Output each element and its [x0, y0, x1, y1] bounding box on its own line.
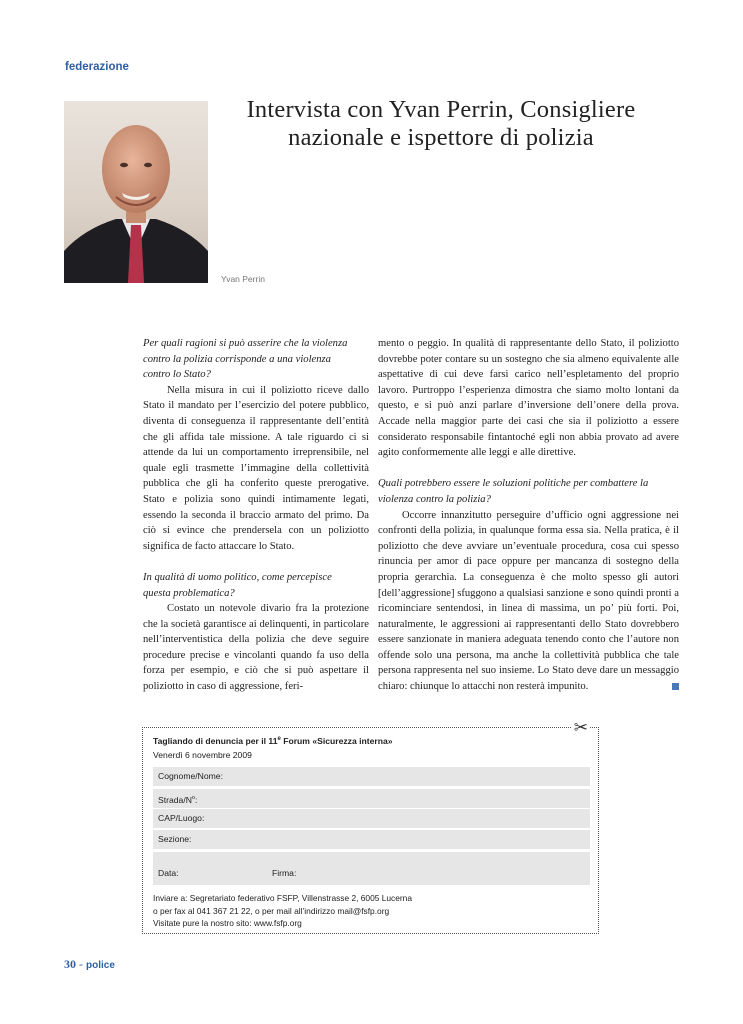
page-footer	[64, 957, 115, 972]
question-line: contro la polizia corrisponde a una violenza	[143, 353, 331, 365]
article-title	[216, 96, 666, 152]
date-field-label: Data:	[158, 868, 179, 878]
answer-3	[378, 508, 679, 695]
answer-1: Nella misura in cui il poliziotto riceve dallo Stato il mandato per l’esercizio del potere pubblico, diventa di conseguenza il rappresentante dell’entità che gli affida tale missione. A tale riguardo ci si attende da lui un comportamento irreprensibile, nel quale egli trasmette l’immagine della collettività pubblica che gli ha conferito queste prerogative. Stato e polizia sono quindi intimamente legati, essendo la seconda il braccio armato del primo. Da ciò si evince che prendersela con un poliziotto significa de facto attaccare lo Stato.	[143, 384, 369, 552]
photo-caption: Yvan Perrin	[221, 274, 265, 284]
name-field[interactable]	[153, 767, 590, 786]
question-1	[143, 336, 369, 383]
city-field[interactable]	[153, 809, 590, 828]
signature-field-label: Firma:	[272, 868, 297, 878]
question-line: contro lo Stato?	[143, 369, 211, 381]
coupon-title: Tagliando di denuncia per il 11e Forum «Sicurezza interna»	[153, 736, 393, 746]
title-line-1: Intervista con Yvan Perrin, Consigliere	[246, 96, 636, 123]
instruction-line: Inviare a: Segretariato federativo FSFP, Villenstrasse 2, 6005 Lucerna	[153, 893, 412, 903]
answer-3-text: Occorre innanzitutto perseguire d’ufficio ogni aggressione nei confronti della polizia, in qualunque forma essa sia. Nella pratica, è il poliziotto che deve avviare un’eventuale procedura, cosa cui spesso rinuncia per amor di pace oppure per mancanza di sostegno della propria gerarchia. La conseguenza è che molto spesso gli autori [dell’aggressione] sfuggono a qualsiasi sanzione e sono quindi pronti a ricominciare sentendosi, in linea di massima, un po’ più forti. Poi, naturalmente, le aggressioni ai rappresentanti dello Stato dovrebbero essere sanzionate in maniera adeguata tenendo conto che l’autore non offende solo una persona, ma anche la collettività pubblica che tale persona rappresenta nel suo insieme. Lo Stato deve dare un messaggio chiaro: chiunque lo attacchi non resterà impunito.	[378, 509, 679, 693]
scissors-icon: ✂	[573, 718, 588, 737]
coupon-date: Venerdì 6 novembre 2009	[153, 750, 252, 760]
article-column-left	[143, 336, 369, 695]
question-line: violenza contro la polizia?	[378, 493, 491, 505]
instruction-line: o per fax al 041 367 21 22, o per mail all’indirizzo mail@fsfp.org	[153, 905, 390, 916]
question-3	[378, 476, 679, 507]
section-field[interactable]	[153, 830, 590, 849]
name-field-label: Cognome/Nome:	[158, 771, 223, 781]
section-label: federazione	[65, 61, 129, 73]
city-field-label: CAP/Luogo:	[158, 813, 205, 823]
instruction-line: Visitate pure la nostro sito: www.fsfp.org	[153, 918, 302, 929]
coupon-instructions	[153, 892, 412, 930]
question-2	[143, 570, 369, 601]
page-number: 30	[64, 957, 76, 971]
date-signature-field[interactable]	[153, 852, 590, 885]
section-field-label: Sezione:	[158, 834, 192, 844]
title-line-2: nazionale e ispettore di polizia	[288, 124, 594, 151]
question-line: Per quali ragioni si può asserire che la violenza	[143, 338, 348, 349]
square-end-mark	[672, 683, 679, 690]
registration-coupon	[142, 718, 599, 934]
magazine-name: police	[86, 960, 115, 971]
question-line: Quali potrebbero essere le soluzioni politiche per combattere la	[378, 478, 649, 490]
portrait-photo	[64, 101, 208, 283]
question-line: questa problematica?	[143, 587, 235, 599]
answer-2: Costato un notevole divario fra la protezione che la società garantisce ai delinquenti, in particolare nell’interventistica della polizia che deve seguire procedure precise e vincolanti quando fa uso della forza per esempio, e ciò che si può aspettare il poliziotto in caso di aggressione, feri-	[143, 603, 369, 693]
question-line: In qualità di uomo politico, come percepisce	[143, 571, 332, 583]
street-field[interactable]	[153, 789, 590, 808]
street-field-label: Strada/$N^o$:	[158, 794, 198, 805]
footer-separator: -	[76, 957, 86, 971]
article-column-right	[378, 336, 679, 695]
answer-2-continued: mento o peggio. In qualità di rappresentante dello Stato, il poliziotto dovrebbe poter contare su un sostegno che sia almeno equivalente alle aspettative di cui deve farsi carico nell’espletamento del proprio lavoro. Purtroppo l’esperienza dimostra che siamo molto lontani da questo, e si può anzi parlare d’inversione dell’onere della prova. Accade nella maggior parte dei casi che sia il poliziotto a essere considerato responsabile fintantoché egli non abbia provato ad avere agito conformemente alle leggi e alle direttive.	[378, 338, 679, 459]
